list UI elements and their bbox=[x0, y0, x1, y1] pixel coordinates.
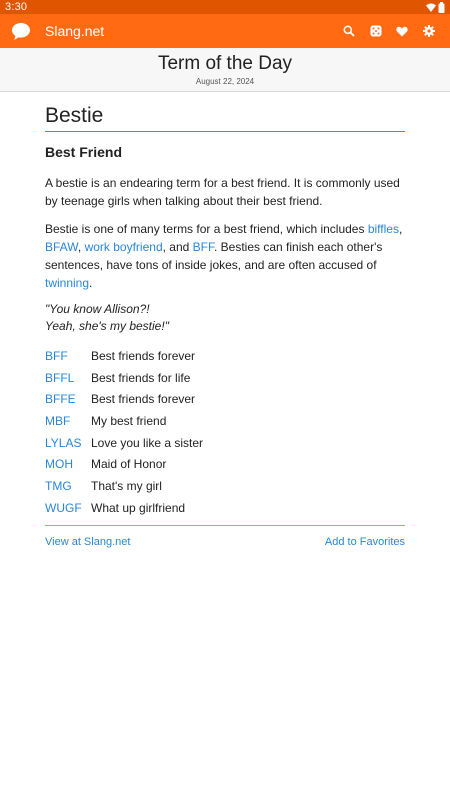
divider bbox=[45, 525, 405, 526]
gear-icon bbox=[423, 25, 435, 37]
list-item bbox=[45, 475, 405, 497]
list-item bbox=[45, 388, 405, 410]
paragraph-text: , and bbox=[162, 240, 193, 254]
related-term-link[interactable]: BFFE bbox=[45, 392, 76, 407]
search-button[interactable] bbox=[336, 14, 363, 48]
quote-line: "You know Allison?! bbox=[45, 302, 150, 316]
status-time: 3:30 bbox=[5, 1, 28, 13]
paragraph-text: Bestie is one of many terms for a best friend, which includes bbox=[45, 222, 368, 236]
related-term-definition: My best friend bbox=[91, 413, 167, 428]
status-icons bbox=[426, 2, 445, 13]
related-term-definition: What up girlfriend bbox=[91, 500, 186, 515]
link-biffles[interactable]: biffles bbox=[367, 222, 399, 236]
related-term-definition: Best friends forever bbox=[91, 392, 196, 407]
related-term-link[interactable]: WUGF bbox=[45, 500, 82, 515]
term-of-day-header bbox=[0, 48, 450, 92]
app-toolbar bbox=[0, 14, 450, 48]
related-term-link[interactable]: MOH bbox=[45, 457, 73, 472]
term-word: Bestie bbox=[45, 105, 405, 132]
heart-icon bbox=[396, 26, 408, 37]
footer-links bbox=[45, 536, 405, 548]
term-content bbox=[0, 105, 450, 548]
definition-paragraph: A bestie is an endearing term for a best friend. It is commonly used by teenage girls when talking about their best friend. bbox=[45, 176, 400, 208]
paragraph-text: , bbox=[398, 222, 403, 236]
related-term-link[interactable]: BFF bbox=[45, 348, 68, 363]
add-to-favorites-link[interactable]: Add to Favorites bbox=[324, 535, 405, 548]
link-work-boyfriend[interactable]: work boyfriend bbox=[84, 240, 163, 254]
link-bff[interactable]: BFF bbox=[192, 240, 214, 254]
dice-icon bbox=[370, 25, 382, 37]
settings-button[interactable] bbox=[416, 14, 443, 48]
random-term-button[interactable] bbox=[363, 14, 390, 48]
list-item bbox=[45, 432, 405, 454]
paragraph-text: . Besties can finish each other's sentences, have tons of inside jokes, and are often accused of bbox=[45, 240, 383, 272]
related-term-definition: Love you like a sister bbox=[91, 435, 204, 450]
list-item bbox=[45, 367, 405, 389]
paragraph-text: . bbox=[89, 276, 93, 290]
status-bar bbox=[0, 0, 450, 14]
favorites-button[interactable] bbox=[389, 14, 416, 48]
related-term-definition: Best friends forever bbox=[91, 348, 196, 363]
wifi-icon bbox=[426, 3, 436, 12]
battery-icon bbox=[438, 2, 445, 13]
related-term-link[interactable]: TMG bbox=[45, 478, 72, 493]
link-twinning[interactable]: twinning bbox=[45, 276, 90, 290]
term-meaning: Best Friend bbox=[45, 144, 123, 160]
related-term-definition: Maid of Honor bbox=[91, 457, 167, 472]
list-item bbox=[45, 453, 405, 475]
related-term-link[interactable]: LYLAS bbox=[45, 435, 82, 450]
chat-bubble-icon bbox=[11, 21, 31, 41]
quote-line: Yeah, she's my bestie!" bbox=[45, 319, 169, 333]
example-quote bbox=[45, 301, 405, 335]
usage-paragraph bbox=[45, 220, 405, 292]
list-item bbox=[45, 497, 405, 519]
term-date: August 22, 2024 bbox=[195, 77, 255, 86]
related-terms-list bbox=[45, 345, 405, 519]
app-title: Slang.net bbox=[45, 23, 105, 39]
related-term-definition: That's my girl bbox=[91, 478, 162, 493]
paragraph-text: , bbox=[77, 240, 85, 254]
list-item bbox=[45, 345, 405, 367]
related-term-definition: Best friends for life bbox=[91, 370, 191, 385]
view-at-slang-link[interactable]: View at Slang.net bbox=[45, 535, 131, 548]
related-term-link[interactable]: BFFL bbox=[45, 370, 75, 385]
page-title: Term of the Day bbox=[157, 53, 293, 74]
related-term-link[interactable]: MBF bbox=[45, 413, 71, 428]
link-bfaw[interactable]: BFAW bbox=[45, 240, 78, 254]
list-item bbox=[45, 410, 405, 432]
search-icon bbox=[343, 25, 355, 37]
toolbar-actions bbox=[336, 14, 442, 48]
